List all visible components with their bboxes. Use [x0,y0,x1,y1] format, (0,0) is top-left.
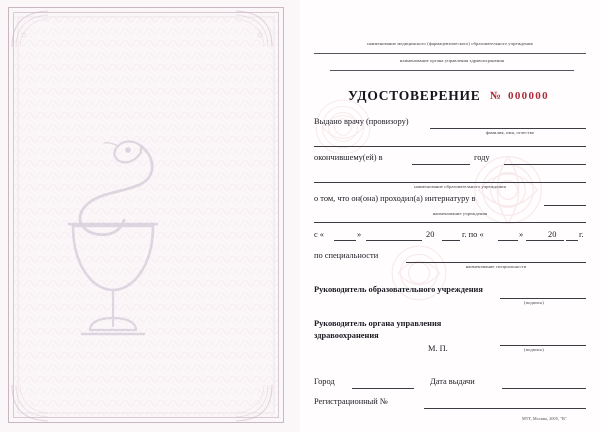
label-from: с « [314,230,324,239]
label-specialty: по специальности [314,251,379,260]
label-head-of-institution: Руководитель образовательного учреждения [314,285,483,294]
field-graduation-year[interactable] [504,164,586,165]
corner-ornament-bottom-left-icon [10,383,70,423]
field-to-month[interactable] [526,240,564,241]
caption-full-name: фамилия, имя, отчество [485,130,535,135]
document-title: УДОСТОВЕРЕНИЕ [348,88,481,103]
certificate-number: 000000 [508,90,549,102]
caption-specialty: наименование специальности [465,264,527,269]
caption-educational-institution-header: наименование медицинского (фармацевтического) образовательного учреждения [367,41,533,46]
field-issued-to[interactable] [430,128,586,129]
label-graduated: окончившему(ей) в [314,153,383,162]
corner-ornament-top-right-icon [214,9,274,49]
label-head-of-authority-line1: Руководитель органа управления [314,319,442,328]
field-registration-number[interactable] [424,408,586,409]
label-g: г. [579,230,584,239]
certificate-form [300,0,600,432]
label-issue-date: Дата выдачи [430,377,475,386]
label-from-close: » [357,230,362,239]
field-internship-place-2[interactable] [314,222,586,223]
label-issued-to: Выдано врачу (провизору) [314,117,409,126]
field-city[interactable] [352,388,414,389]
label-registration-number: Регистрационный № [314,397,388,406]
field-to-day[interactable] [498,240,518,241]
field-signature-institution[interactable] [500,298,586,299]
corner-ornament-bottom-right-icon [214,383,274,423]
caption-signature-1: (подпись) [524,300,544,305]
field-internship-place-1[interactable] [544,205,586,206]
field-issue-date[interactable] [502,388,586,389]
corner-ornament-top-left-icon [10,9,70,49]
label-head-of-authority-line2: здравоохранения [314,331,379,340]
label-to-20: 20 [548,230,557,239]
rule-header-1 [314,53,586,54]
label-to-close: » [519,230,524,239]
field-specialty[interactable] [406,262,586,263]
certificate-form-page [300,0,600,432]
field-institution-name[interactable] [314,182,586,183]
caption-health-authority-header: наименование органа управления здравоохранения [399,58,505,63]
caption-establishment: наименование учреждения [432,211,488,216]
field-graduation-year-blank[interactable] [412,164,470,165]
label-internship: о том, что он(она) проходил(а) интернатуру в [314,194,476,203]
label-from-20: 20 [426,230,435,239]
field-from-day[interactable] [334,240,356,241]
label-year: году [474,153,490,162]
field-signature-authority[interactable] [500,345,586,346]
label-g-po: г. по « [462,230,484,239]
field-to-year[interactable] [566,240,578,241]
label-city: Город [314,377,335,386]
number-sign: № [490,90,502,102]
bowl-of-hygieia-icon [38,130,188,360]
rule-header-2 [330,70,574,71]
field-from-year[interactable] [442,240,460,241]
field-issued-to-2[interactable] [314,146,586,147]
caption-educational-institution: наименование образовательного учреждения [414,184,506,189]
footer-imprint: МТТ, Москва, 2005, "В" [522,416,567,421]
label-stamp-place: М. П. [428,344,448,353]
field-from-month[interactable] [366,240,422,241]
caption-signature-2: (подпись) [524,347,544,352]
